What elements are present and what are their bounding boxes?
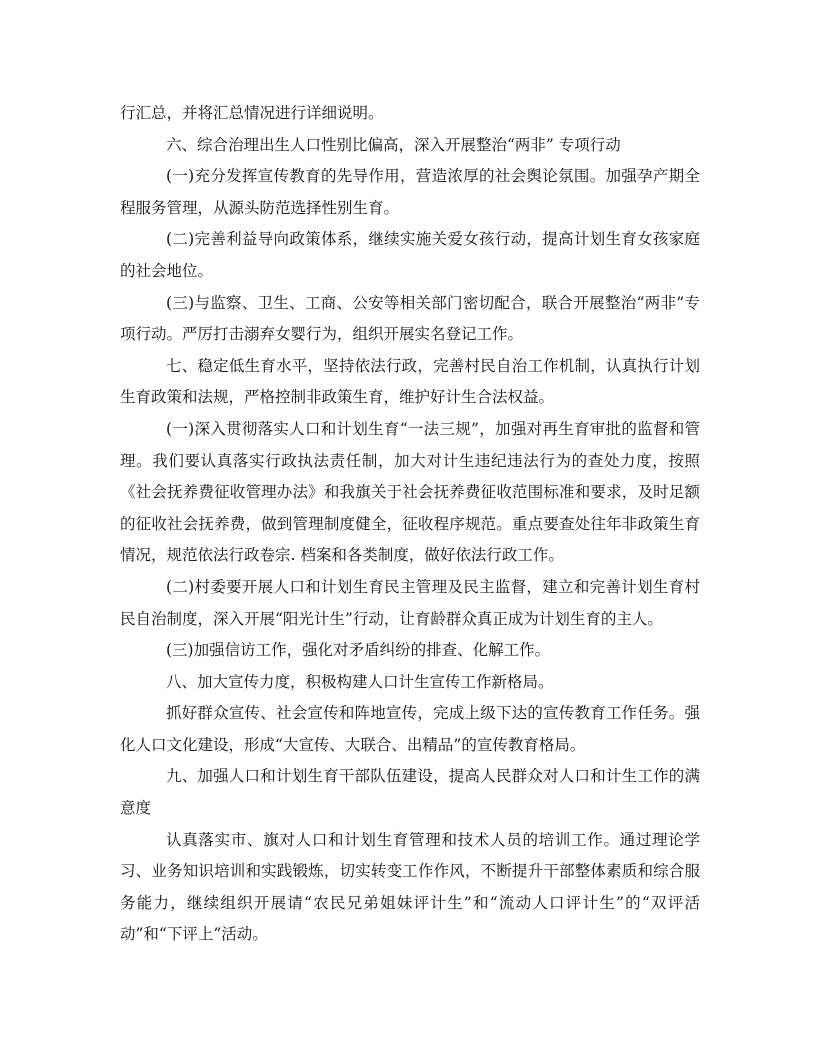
paragraph-seven-2: (二)村委要开展人口和计划生育民主管理及民主监督，建立和完善计划生育村民自治制度，深入开展“阳光计生”行动，让育龄群众真正成为计划生育的主人。 (120, 577, 700, 628)
document-body (120, 98, 700, 951)
paragraph-continuation: 行汇总，并将汇总情况进行详细说明。 (120, 104, 384, 122)
paragraph-seven-3: (三)加强信访工作，强化对矛盾纠纷的排查、化解工作。 (166, 641, 551, 660)
paragraph-six-1: (一)充分发挥宣传教育的先导作用，营造浓厚的社会舆论氛围。加强孕产期全程服务管理，从源头防范选择性别生育。 (120, 167, 700, 217)
paragraph-eight-body: 抓好群众宣传、社会宣传和阵地宣传，完成上级下达的宣传教育工作任务。强化人口文化建设，形成“大宣传、大联合、出精品”的宣传教育格局。 (120, 704, 700, 754)
section-heading-eight: 八、加大宣传力度，积极构建人口计生宣传工作新格局。 (166, 672, 554, 691)
paragraph-nine-body: 认真落实市、旗对人口和计划生育管理和技术人员的培训工作。通过理论学习、业务知识培训和实践锻炼，切实转变工作作风，不断提升干部整体素质和综合服务能力，继续组织开展请“农民兄弟姐妹评计生”和“流动人口评计生”的“双评活动”和“下评上”活动。 (120, 830, 700, 944)
paragraph-seven-1: (一)深入贯彻落实人口和计划生育“一法三规”，加强对再生育审批的监督和管理。我们要认真落实行政执法责任制，加大对计生违纪违法行为的查处力度，按照《社会抚养费征收管理办法》和我旗关于社会抚养费征收范围标准和要求，及时足额的征收社会抚养费，做到管理制度健全，征收程序规范。重点要查处往年非政策生育情况，规范依法行政卷宗. 档案和各类制度，做好依法行政工作。 (120, 419, 700, 565)
section-heading-nine: 九、加强人口和计划生育干部队伍建设，提高人民群众对人口和计生工作的满意度 (120, 767, 700, 818)
section-heading-seven: 七、稳定低生育水平，坚持依法行政，完善村民自治工作机制，认真执行计划生育政策和法规，严格控制非政策生育，维护好计生合法权益。 (120, 356, 700, 407)
section-heading-six: 六、综合治理出生人口性别比偏高，深入开展整治“两非” 专项行动 (166, 135, 621, 154)
paragraph-six-3: (三)与监察、卫生、工商、公安等相关部门密切配合，联合开展整治“两非”专项行动。严厉打击溺弃女婴行为，组织开展实名登记工作。 (120, 293, 700, 344)
paragraph-six-2: (二)完善利益导向政策体系，继续实施关爱女孩行动，提高计划生育女孩家庭的社会地位。 (120, 230, 700, 280)
